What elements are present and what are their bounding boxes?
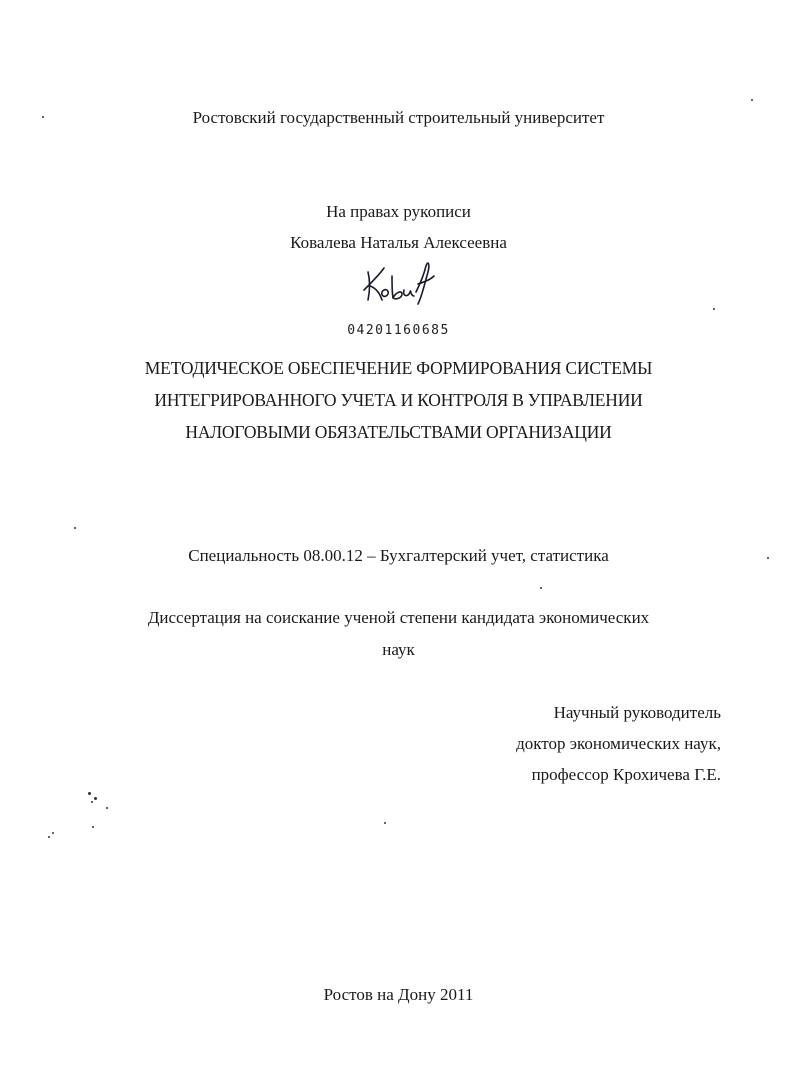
scan-speck — [52, 832, 54, 834]
scan-speck — [88, 792, 91, 795]
scan-speck — [713, 308, 715, 310]
author-name: Ковалева Наталья Алексеевна — [290, 233, 507, 252]
place-year: Ростов на Дону 2011 — [323, 985, 474, 1004]
document-code: 04201160685 — [347, 323, 450, 338]
scan-speck — [92, 826, 94, 828]
scan-speck — [74, 527, 76, 529]
supervisor-degree: доктор экономических наук, — [516, 734, 721, 753]
scan-speck — [42, 116, 44, 118]
thesis-title-line-2: ИНТЕГРИРОВАННОГО УЧЕТА И КОНТРОЛЯ В УПРАВЛЕНИИ — [154, 390, 643, 410]
institution-name: Ростовский государственный строительный университет — [192, 108, 605, 127]
thesis-title-line-1: МЕТОДИЧЕСКОЕ ОБЕСПЕЧЕНИЕ ФОРМИРОВАНИЯ СИСТЕМЫ — [144, 358, 653, 378]
dissertation-line-1: Диссертация на соискание ученой степени кандидата экономических — [147, 608, 650, 627]
dissertation-line-2: наук — [382, 640, 415, 659]
scan-speck — [540, 587, 542, 589]
scan-speck — [91, 801, 93, 803]
scan-speck — [106, 807, 108, 809]
author-signature — [358, 254, 438, 308]
scan-speck — [384, 822, 386, 824]
scan-speck — [767, 557, 769, 559]
thesis-title-line-3: НАЛОГОВЫМИ ОБЯЗАТЕЛЬСТВАМИ ОРГАНИЗАЦИИ — [185, 422, 612, 442]
supervisor-name: профессор Крохичева Г.Е. — [531, 765, 721, 784]
supervisor-label: Научный руководитель — [553, 703, 721, 722]
scan-speck — [751, 99, 753, 101]
scan-speck — [94, 797, 97, 800]
manuscript-note: На правах рукописи — [326, 202, 471, 221]
specialty: Специальность 08.00.12 – Бухгалтерский учет, статистика — [188, 546, 609, 565]
scan-speck — [48, 836, 50, 838]
